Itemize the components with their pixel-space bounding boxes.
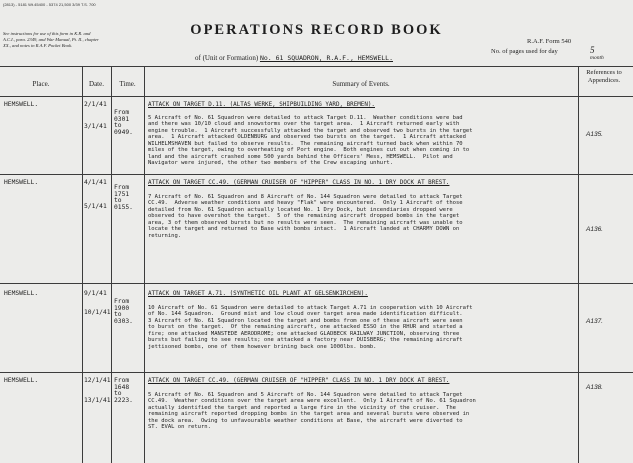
pages-label: No. of pages used for day: [491, 48, 558, 55]
entry-date: 12/1/41: [84, 377, 111, 384]
table-header-rule: [0, 96, 633, 97]
entry-date: 2/1/41: [84, 101, 107, 108]
entry-time: From 0301 to 0949.: [114, 109, 133, 136]
column-divider: [578, 66, 579, 463]
unit-line: [195, 54, 393, 62]
entry-separator: [0, 283, 633, 284]
entry-summary: 5 Aircraft of No. 61 Squadron were detailed to attack Target D.11. Weather conditions were bad and there was 10/10 cloud and snowstorms over the target area. 1 Aircraft returned early with engine trouble. 1 Aircraft successfully attacked the target and observed two bursts in the target area. 1 Aircraft attacked OLDENBURG and observed two bursts on the target. 1 Aircraft attacked WILHELMSHAVEN but failed to observe results. The remaining aircraft turned back when within 70 miles of the target, owing to overheating of Port engine. Both engines cut out when coming in to land and the aircraft crashed some 500 yards behind the Officers' Mess, HEMSWELL. Pilot and Navigator were injured, the other two members of the Crew escaping unhurt.: [148, 115, 473, 167]
entry-date: 13/1/41: [84, 397, 111, 404]
entry-summary: 5 Aircraft of No. 61 Squadron and 5 Aircraft of No. 144 Squadron were detailed to attack Target CC.49. Weather conditions over the target area were excellent. Only 1 Aircraft of No. 61 Squadron actually identified the target and reported a large fire in the vicinity of the cruiser. The remaining aircraft reported dropping bombs in the target area and several bursts were observed in the dock area. Owing to unfavourable weather conditions at Base, the aircraft were diverted to ST. EVAL on return.: [148, 392, 476, 431]
instructions-note: See instructions for use of this form in K.R. and A.C.I., para. 2349, and War Manual, Pt. II., chapter XX., and notes in R.A.F. Pocket Book.: [3, 31, 99, 48]
entry-date: 10/1/41: [84, 309, 111, 316]
entry-summary: 10 Aircraft of No. 61 Squadron were detailed to attack Target A.71 in cooperation with 10 Aircraft of No. 144 Squadron. Ground mist and low cloud over target area made identification difficult. 3 Aircraft of No. 61 Squadron located the target and bombs from one of these aircraft were seen to burst on the target. Of the remaining aircraft, one attacked ESSO in the RHUR and started a fire; one attacked MANSTEDE AERODROME; one attacked GLADBECK RAILWAY JUNCTION, observing three bursts but failing to see results; one attacked a factory near DUISBERG; the remaining aircraft jettisoned bombs, one of them however brining back one 1000lbs. bomb.: [148, 305, 473, 350]
entry-title: ATTACK ON TARGET A.71. (SYNTHETIC OIL PLANT AT GELSENKIRCHEN).: [148, 291, 368, 297]
entry-place: HEMSWELL.: [4, 179, 39, 186]
entry-date: 4/1/41: [84, 179, 107, 186]
column-header-date: Date.: [89, 80, 104, 88]
form-number: R.A.F. Form 540: [527, 38, 572, 45]
entry-title: ATTACK ON TARGET CC.49. (GERMAN CRUISER OF "HIPPER" CLASS IN NO. 1 DRY DOCK AT BREST.: [148, 180, 450, 186]
pages-value: 5: [590, 45, 595, 55]
entry-reference: A137.: [586, 318, 603, 325]
entry-date: 5/1/41: [84, 203, 107, 210]
column-header-references: References to Appendices.: [586, 69, 622, 84]
table-top-rule: [0, 66, 633, 67]
entry-place: HEMSWELL.: [4, 377, 39, 384]
column-divider: [82, 66, 83, 463]
unit-label: of (Unit or Formation): [195, 54, 259, 62]
column-divider: [144, 66, 145, 463]
page-title: OPERATIONS RECORD BOOK: [190, 22, 443, 38]
entry-time: From 1648 to 2223.: [114, 377, 133, 404]
month-note: month: [590, 55, 604, 61]
entry-separator: [0, 174, 633, 175]
unit-value: No. 61 SQUADRON, R.A.F., HEMSWELL.: [259, 54, 393, 62]
entry-reference: A138.: [586, 384, 603, 391]
entry-title: ATTACK ON TARGET CC.49. (GERMAN CRUISER OF "HIPPER" CLASS IN NO. 1 DRY DOCK AT BREST.: [148, 378, 450, 384]
column-header-summary: Summary of Events.: [332, 80, 390, 88]
entry-title: ATTACK ON TARGET D.11. (ALTAS WERKE, SHIPBUILDING YARD, BREMEN).: [148, 102, 375, 108]
entry-place: HEMSWELL.: [4, 290, 39, 297]
column-header-place: Place.: [32, 80, 50, 88]
entry-date: 9/1/41: [84, 290, 107, 297]
entry-reference: A135.: [586, 131, 603, 138]
entry-date: 3/1/41: [84, 123, 107, 130]
entry-summary: 7 Aircraft of No. 61 Squadron and 8 Aircraft of No. 144 Squadron were detailed to attack Target CC.49. Adverse weather conditions and heavy "Flak" were encountered. Only 1 Aircraft of those detailed from No. 61 Squadron actually located No. 1 Dry Dock, but incendiaries dropped were observed to have overshot the target. 5 of the remaining aircraft dropped bombs in the target area, 3 of them observed bursts but no results were seen. The remaining aircraft was unable to locate the target and returned to Base with bombs intact. 1 Aircraft landed at CHARMY DOWN on returning.: [148, 194, 463, 239]
entry-time: From 1900 to 0303.: [114, 298, 133, 325]
entry-separator: [0, 372, 633, 373]
column-divider: [111, 66, 112, 463]
printer-code: (2813) - 5181 Wt.45400 - 5374 21,500 3/39 T.S. 700: [3, 2, 96, 7]
entry-place: HEMSWELL.: [4, 101, 39, 108]
entry-time: From 1751 to 0155.: [114, 184, 133, 211]
column-header-time: Time.: [119, 80, 136, 88]
entry-reference: A136.: [586, 226, 603, 233]
